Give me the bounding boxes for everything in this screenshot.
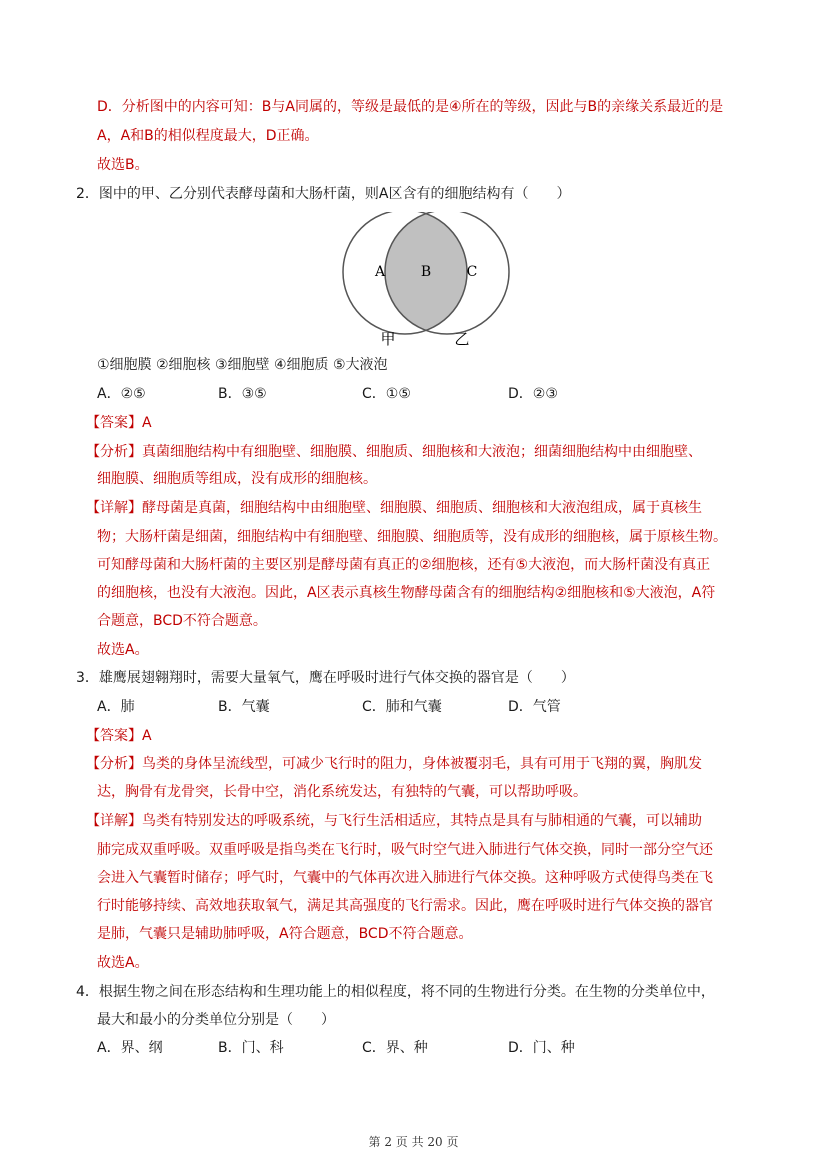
q2-analysis-1	[86, 442, 702, 462]
prev-answer-line-2: A，A和B的相似程度最大，D正确。	[97, 128, 319, 144]
q2-items: ①细胞膜 ②细胞核 ③细胞壁 ④细胞质 ⑤大液泡	[97, 357, 388, 373]
answer-tag: 【答案】	[86, 728, 142, 744]
q4-option-a: A．界、纲	[97, 1040, 163, 1056]
prev-answer-line-1: D．分析图中的内容可知：B与A同属的，等级是最低的是④所在的等级，因此与B的亲缘关系最近的是	[97, 99, 724, 115]
answer-value: A	[142, 415, 152, 431]
analysis-text: 真菌细胞结构中有细胞壁、细胞膜、细胞质、细胞核和大液泡；细菌细胞结构中由细胞壁、	[142, 444, 702, 460]
analysis-tag: 【分析】	[86, 756, 142, 772]
prev-answer-conclusion: 故选B。	[97, 157, 149, 173]
detail-tag: 【详解】	[86, 813, 142, 829]
q3-detail-1	[86, 811, 702, 831]
answer-value: A	[142, 728, 152, 744]
venn-region-a: A	[374, 264, 386, 280]
q2-option-c: C．①⑤	[362, 386, 411, 402]
q2-option-d: D．②③	[508, 386, 558, 402]
q2-stem: 2．图中的甲、乙分别代表酵母菌和大肠杆菌，则A区含有的细胞结构有（ ）	[76, 186, 571, 202]
q3-option-a: A．肺	[97, 699, 135, 715]
q3-detail-5: 是肺，气囊只是辅助肺呼吸，A符合题意，BCD不符合题意。	[97, 926, 473, 942]
q3-option-b: B．气囊	[218, 699, 270, 715]
analysis-text: 鸟类的身体呈流线型，可减少飞行时的阻力，身体被覆羽毛，具有可用于飞翔的翼，胸肌发	[142, 756, 702, 772]
venn-label-yi: 乙	[454, 330, 470, 348]
q3-analysis-1	[86, 754, 702, 774]
q2-detail-3: 可知酵母菌和大肠杆菌的主要区别是酵母菌有真正的②细胞核，还有⑤大液泡，而大肠杆菌没有真正	[97, 557, 711, 573]
analysis-tag: 【分析】	[86, 444, 142, 460]
q3-answer	[86, 726, 152, 746]
q4-option-d: D．门、种	[508, 1040, 575, 1056]
venn-region-c: C	[466, 264, 478, 280]
q3-detail-4: 行时能够持续、高效地获取氧气，满足其高强度的飞行需求。因此，鹰在呼吸时进行气体交换的器官	[97, 898, 713, 914]
q4-stem-2: 最大和最小的分类单位分别是（ ）	[97, 1012, 335, 1028]
q2-detail-1	[86, 498, 702, 518]
q3-detail-3: 会进入气囊暂时储存；呼气时，气囊中的气体再次进入肺进行气体交换。这种呼吸方式使得鸟类在飞	[97, 870, 713, 886]
q2-detail-2: 物；大肠杆菌是细菌，细胞结构中有细胞壁、细胞膜、细胞质等，没有成形的细胞核，属于原核生物。	[97, 529, 727, 545]
q4-option-c: C．界、种	[362, 1040, 428, 1056]
page-footer: 第 2 页 共 20 页	[368, 1135, 459, 1149]
venn-label-jia: 甲	[380, 330, 396, 348]
q2-detail-4: 的细胞核，也没有大液泡。因此，A区表示真核生物酵母菌含有的细胞结构②细胞核和⑤大液泡，A符	[97, 585, 716, 601]
q3-conclusion: 故选A。	[97, 955, 149, 971]
answer-tag: 【答案】	[86, 415, 142, 431]
q2-option-b: B．③⑤	[218, 386, 267, 402]
q3-option-c: C．肺和气囊	[362, 699, 442, 715]
detail-tag: 【详解】	[86, 500, 142, 516]
q2-detail-5: 合题意，BCD不符合题意。	[97, 613, 267, 629]
q2-conclusion: 故选A。	[97, 642, 149, 658]
detail-text: 鸟类有特别发达的呼吸系统，与飞行生活相适应，其特点是具有与肺相通的气囊，可以辅助	[142, 813, 702, 829]
detail-text: 酵母菌是真菌，细胞结构中由细胞壁、细胞膜、细胞质、细胞核和大液泡组成，属于真核生	[142, 500, 702, 516]
q4-stem-1: 4．根据生物之间在形态结构和生理功能上的相似程度，将不同的生物进行分类。在生物的分类单位中，	[76, 984, 715, 1000]
q2-analysis-2: 细胞膜、细胞质等组成，没有成形的细胞核。	[97, 471, 377, 487]
q2-answer	[86, 413, 152, 433]
q3-stem: 3．雄鹰展翅翱翔时，需要大量氧气，鹰在呼吸时进行气体交换的器官是（ ）	[76, 670, 575, 686]
q4-option-b: B．门、科	[218, 1040, 284, 1056]
q2-option-a: A．②⑤	[97, 386, 146, 402]
q3-detail-2: 肺完成双重呼吸。双重呼吸是指鸟类在飞行时，吸气时空气进入肺进行气体交换，同时一部分空气还	[97, 842, 713, 858]
q3-option-d: D．气管	[508, 699, 561, 715]
venn-region-b: B	[420, 264, 432, 280]
venn-diagram	[330, 212, 520, 352]
q3-analysis-2: 达，胸骨有龙骨突，长骨中空，消化系统发达，有独特的气囊，可以帮助呼吸。	[97, 784, 587, 800]
